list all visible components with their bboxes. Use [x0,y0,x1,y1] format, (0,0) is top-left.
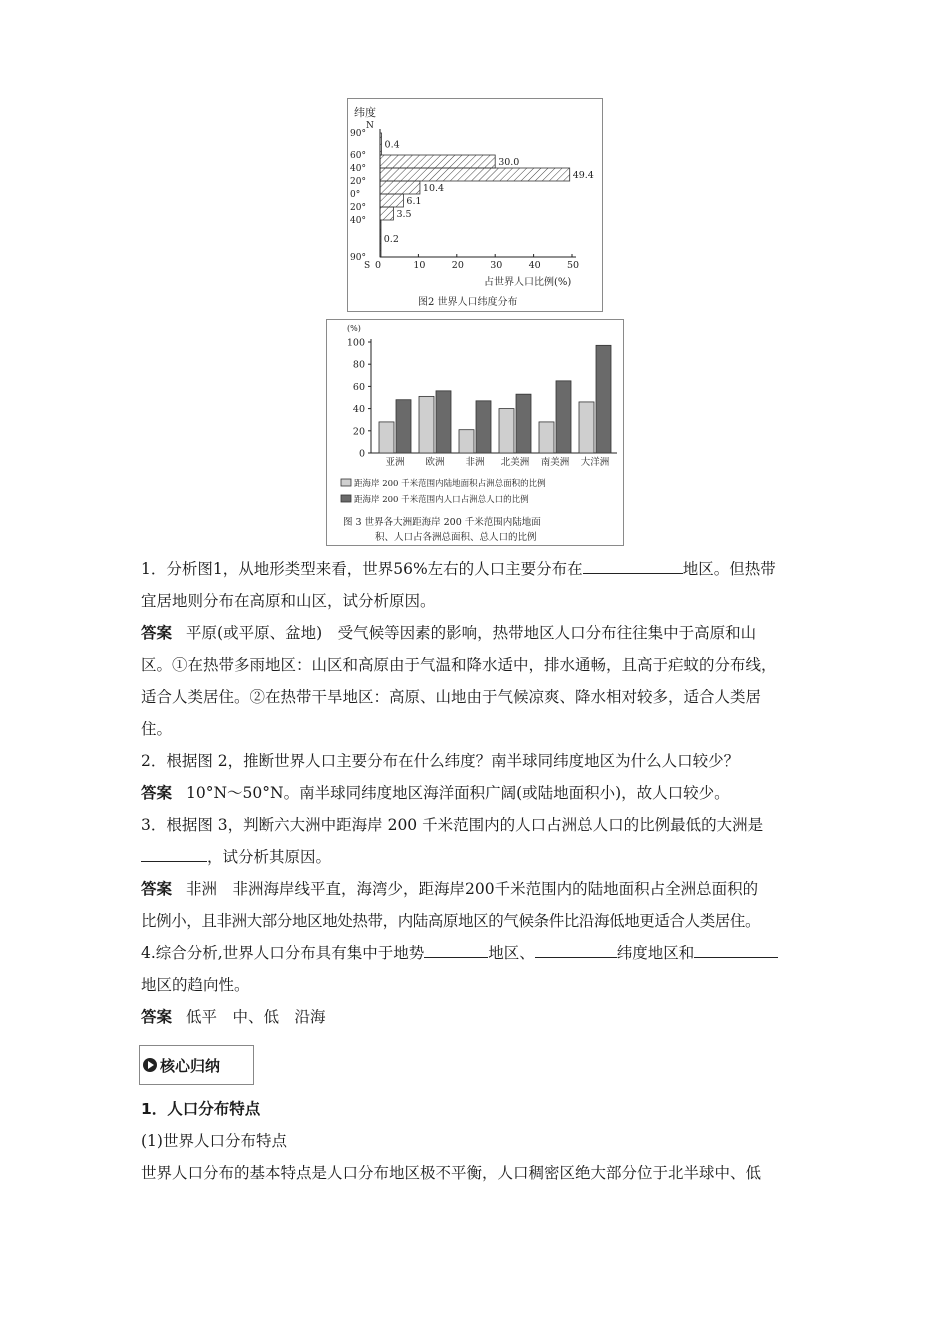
q1-answer-line2: 区。①在热带多雨地区：山区和高原由于气温和降水适中，排水通畅，且高于疟蚊的分布线， [141,656,777,674]
summary-heading: 1．人口分布特点 [141,1100,261,1118]
north-label: N [366,121,374,131]
x-tick-label: 30 [490,260,503,271]
latitude-bar [380,181,420,194]
figure-3-caption-line1: 图 3 世界各大洲距海岸 200 千米范围内陆地面 [343,517,541,528]
y-axis-unit: (%) [347,324,361,333]
legend-land-label: 距海岸 200 千米范围内陆地面积占洲总面积的比例 [354,479,546,489]
q1-line1 [141,553,813,585]
land-share-bar [459,430,474,453]
q1-blank [583,557,683,574]
q1-answer-line1 [141,617,813,649]
q4-answer [141,1001,813,1033]
land-share-bar [539,422,554,453]
y-tick-label: 100 [346,337,365,349]
q1-line2: 宜居地则分布在高原和山区，试分析原因。 [141,592,436,610]
q4-answer-text: 低平 中、低 沿海 [186,1008,326,1026]
population-share-bar [396,400,411,453]
population-share-bar [556,381,571,453]
q3-line1: 3．根据图 3，判断六大洲中距海岸 200 千米范围内的人口占洲总人口的比例最低的大洲是 [141,816,764,834]
category-label: 亚洲 [385,457,405,468]
category-label: 非洲 [465,457,485,468]
q3-text-b: ，试分析其原因。 [207,848,332,866]
latitude-tick-label: 90° [350,129,366,139]
population-share-bar [476,401,491,453]
land-share-bar [579,402,594,453]
y-tick-label: 20 [352,426,365,438]
q1-answer-line3: 适合人类居住。②在热带干旱地区：高原、山地由于气候凉爽、降水相对较多，适合人类居 [141,688,762,706]
x-axis-label: 占世界人口比例(%) [484,277,572,288]
coastal-chart-svg [327,320,623,545]
summary-section-box [139,1045,254,1085]
y-tick-label: 0 [358,448,365,460]
q1-answer-text: 平原(或平原、盆地) 受气候等因素的影响，热带地区人口分布往往集中于高原和山 [186,624,757,642]
summary-block [141,1093,813,1189]
play-circle-icon [143,1058,157,1072]
q3-answer-line2: 比例小，且非洲大部分地区地处热带，内陆高原地区的气候条件比沿海低地更适合人类居住。 [141,912,761,930]
figure-3-caption-line2: 积、人口占各洲总面积、总人口的比例 [375,532,537,543]
q3-line2 [141,841,813,873]
category-label: 大洋洲 [580,457,610,468]
latitude-tick-label: 20° [350,177,366,187]
q2-answer [141,777,813,809]
latitude-tick-label: 40° [350,216,366,226]
x-tick-label: 50 [567,260,580,271]
bar-value-label: 49.4 [572,170,594,181]
category-label: 南美洲 [540,457,570,468]
x-tick-label: 40 [528,260,541,271]
latitude-tick-label: 0° [350,190,361,200]
q1-answer-line4: 住。 [141,720,173,738]
bar-value-label: 10.4 [422,183,445,194]
bar-value-label: 0.4 [384,139,400,151]
answer-label: 答案 [141,624,173,642]
y-axis-title: 纬度 [354,106,376,119]
q4-line1 [141,937,813,969]
y-tick-label: 40 [352,404,365,416]
latitude-tick-label: 60° [350,151,366,161]
bar-value-label: 30.0 [498,157,520,168]
y-tick-label: 80 [352,359,365,371]
question-block [141,553,813,1033]
latitude-bar [380,194,403,207]
population-share-bar [436,391,451,453]
latitude-bar [380,168,570,181]
q4-text-b: 地区、 [488,944,535,962]
latitude-bar [380,155,495,168]
q3-answer-line1 [141,873,813,905]
figure-3-coastal-chart [326,319,624,546]
q4-blank-2 [535,941,617,958]
figure-2-latitude-chart [347,98,603,312]
bar-value-label: 0.2 [383,234,399,245]
legend-pop-label: 距海岸 200 千米范围内人口占洲总人口的比例 [354,495,529,505]
x-tick-label: 10 [413,260,426,271]
bar-value-label: 6.1 [406,196,422,207]
latitude-chart-svg [348,99,602,311]
answer-label: 答案 [141,784,173,802]
summary-paragraph: 世界人口分布的基本特点是人口分布地区极不平衡，人口稠密区绝大部分位于北半球中、低 [141,1164,762,1182]
latitude-tick-label: 40° [350,164,366,174]
category-label: 北美洲 [500,457,530,468]
q3-answer-text: 非洲 非洲海岸线平直，海湾少，距海岸200千米范围内的陆地面积占全洲总面积的 [186,880,759,898]
summary-subheading: (1)世界人口分布特点 [141,1132,287,1150]
q4-blank-1 [424,941,488,958]
latitude-bar [380,207,393,220]
q4-blank-3 [694,941,778,958]
answer-label: 答案 [141,880,173,898]
q3-blank [141,845,207,862]
bar-value-label: 3.5 [396,209,412,220]
legend-pop-swatch [341,495,351,502]
latitude-tick-label: 20° [350,203,366,213]
x-tick-label: 0 [375,260,382,271]
q1-text-b: 地区。但热带 [682,560,776,578]
answer-label: 答案 [141,1008,173,1026]
q4-text-a: 4.综合分析,世界人口分布具有集中于地势 [141,944,425,962]
x-tick-label: 20 [451,260,464,271]
figure-2-caption: 图2 世界人口纬度分布 [418,297,518,308]
y-tick-label: 60 [352,381,365,393]
q2-line1: 2．根据图 2，推断世界人口主要分布在什么纬度？南半球同纬度地区为什么人口较少？ [141,752,740,770]
population-share-bar [516,394,531,453]
land-share-bar [379,422,394,453]
population-share-bar [596,345,611,453]
q4-line2: 地区的趋向性。 [141,976,250,994]
land-share-bar [499,409,514,453]
legend-land-swatch [341,479,351,486]
land-share-bar [419,396,434,453]
category-label: 欧洲 [425,457,445,468]
south-label: S [364,261,371,271]
summary-box-label: 核心归纳 [160,1057,221,1075]
q1-text-a: 1．分析图1，从地形类型来看，世界56%左右的人口主要分布在 [141,560,583,578]
q2-answer-text: 10°N～50°N。南半球同纬度地区海洋面积广阔(或陆地面积小)，故人口较少。 [186,784,730,802]
latitude-tick-label: 90° [350,253,366,263]
q4-text-c: 纬度地区和 [616,944,695,962]
